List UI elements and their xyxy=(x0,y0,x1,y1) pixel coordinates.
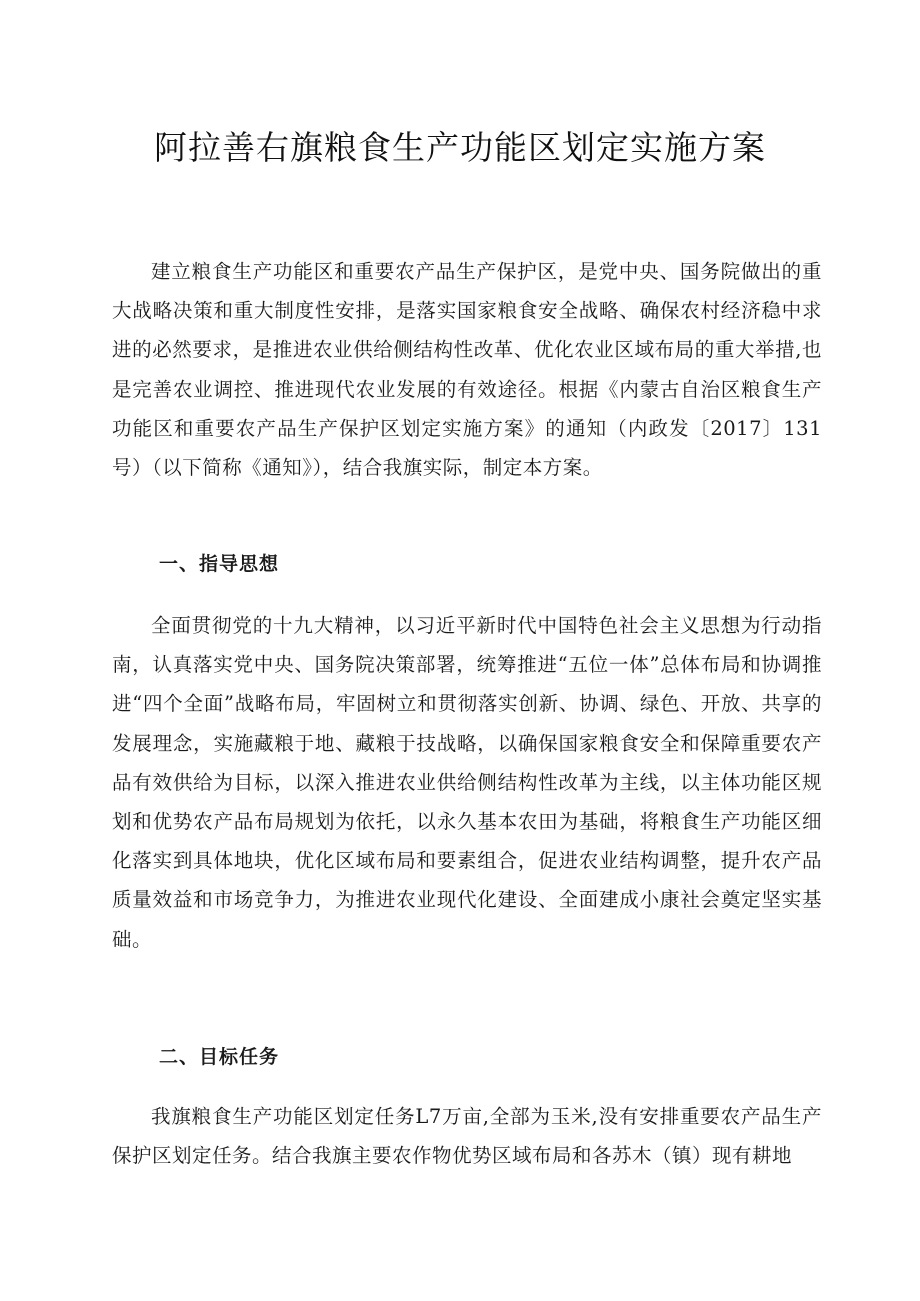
section-heading-goals-tasks: 二、目标任务 xyxy=(159,1046,280,1068)
section-paragraph-guiding-ideology: 全面贯彻党的十九大精神，以习近平新时代中国特色社会主义思想为行动指南，认真落实党中央、国务院决策部署，统筹推进“五位一体”总体布局和协调推进“四个全面”战略布局，牢固树立和贯彻落实创新、协调、绿色、开放、共享的发展理念，实施藏粮于地、藏粮于技战略，以确保国家粮食安全和保障重要农产品有效供给为目标，以深入推进农业供给侧结构性改革为主线，以主体功能区规划和优势农产品布局规划为依托，以永久基本农田为基础，将粮食生产功能区细化落实到具体地块，优化区域布局和要素组合，促进农业结构调整，提升农产品质量效益和市场竞争力，为推进农业现代化建设、全面建成小康社会奠定坚实基础。 xyxy=(112,614,822,951)
section-paragraph-goals-tasks: 我旗粮食生产功能区划定任务L7万亩,全部为玉米,没有安排重要农产品生产保护区划定任务。结合我旗主要农作物优势区域布局和各苏木（镇）现有耕地 xyxy=(112,1105,822,1168)
intro-paragraph: 建立粮食生产功能区和重要农产品生产保护区，是党中央、国务院做出的重大战略决策和重大制度性安排，是落实国家粮食安全战略、确保农村经济稳中求进的必然要求，是推进农业供给侧结构性改革、优化农业区域布局的重大举措,也是完善农业调控、推进现代农业发展的有效途径。根据《内蒙古自治区粮食生产功能区和重要农产品生产保护区划定实施方案》的通知（内政发〔2017〕131号）（以下简称《通知》），结合我旗实际，制定本方案。 xyxy=(112,260,822,480)
document-title: 阿拉善右旗粮食生产功能区划定实施方案 xyxy=(154,128,766,167)
section-heading-guiding-ideology: 一、指导思想 xyxy=(159,553,280,575)
